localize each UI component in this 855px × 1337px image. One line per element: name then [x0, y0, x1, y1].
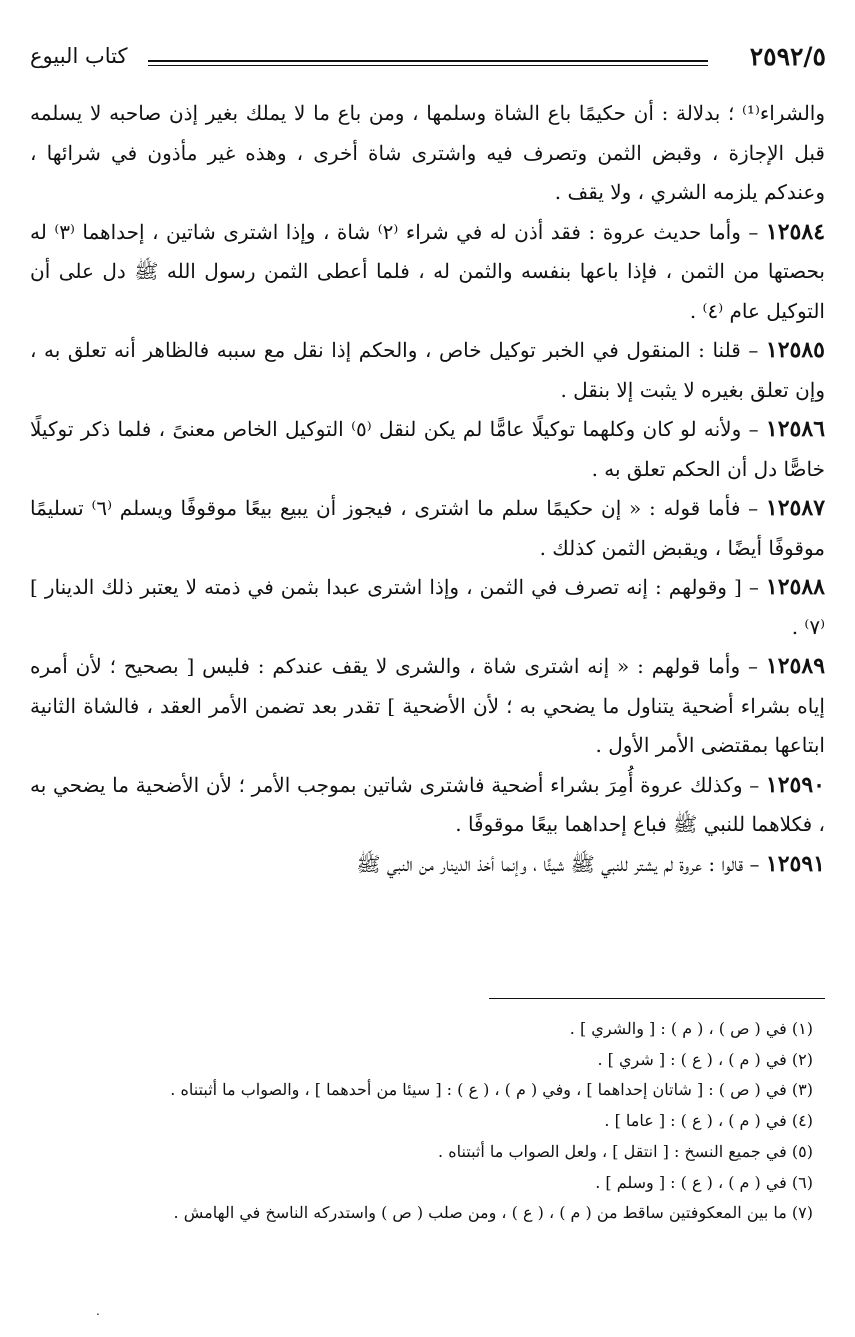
paragraph-number: ١٢٥٨٧: [765, 495, 826, 521]
main-text: [30, 94, 825, 884]
footnotes: [30, 1014, 813, 1229]
paragraph-number: ١٢٥٨٨: [765, 574, 825, 600]
paragraph-number: ١٢٥٨٥: [765, 337, 825, 363]
paragraph-text: – وأما قولهم : « إنه اشترى شاة ، والشرى لا يقف عندكم : فليس [ بصحيح ؛ لأن أمره إياه بشراء أضحية يتناول ما يضحي به ؛ لأن الأضحية ] تقدر بعد تضمن الأمر العقد ، فالشاة الثانية ابتاعها بمقتضى الأمر الأول .: [30, 654, 825, 757]
header-rule-thin: [148, 65, 708, 66]
paragraph: [30, 845, 825, 885]
paragraph: [30, 331, 825, 410]
paragraph-text: – ولأنه لو كان وكلهما توكيلًا عامًّا لم يكن لنقل ⁽٥⁾ التوكيل الخاص معنىً ، فلما ذكر توكيلًا خاصًّا دل أن الحكم تعلق به .: [30, 417, 825, 481]
paragraph-number: ١٢٥٩٠: [765, 771, 825, 798]
footnote: (٥) في جميع النسخ : [ انتقل ] ، ولعل الصواب ما أثبتناه .: [438, 1141, 813, 1161]
bottom-mark: .: [96, 1304, 100, 1318]
footnote: (١) في ( ص ) ، ( م ) : [ والشري ] .: [569, 1019, 813, 1038]
paragraph: [30, 94, 825, 213]
book-title: كتاب البيوع: [30, 44, 128, 68]
paragraph: [30, 410, 825, 489]
paragraph-text: – وكذلك عروة أُمِرَ بشراء أضحية فاشترى شاتين بموجب الأمر ؛ لأن الأضحية ما يضحي به ، فكلاهما للنبي ﷺ فباع إحداهما بيعًا موقوفًا .: [30, 772, 825, 836]
footnote: (٤) في ( م ) ، ( ع ) : [ عاما ] .: [604, 1111, 813, 1131]
header-rule: [148, 60, 708, 62]
page-header: [30, 40, 826, 84]
paragraph: [30, 647, 825, 766]
paragraph-text: – قالوا : عروة لم يشتر للنبي ﷺ شيئًا ، وإنما أخذ الدينار من النبي ﷺ: [356, 851, 760, 876]
paragraph-number: ١٢٥٨٦: [765, 416, 826, 442]
paragraph-number: ١٢٥٩١: [765, 850, 825, 877]
paragraph-text: – قلنا : المنقول في الخبر توكيل خاص ، والحكم إذا نقل مع سببه فالظاهر أنه تعلق به ، وإن تعلق بغيره لا يثبت إلا بنقل .: [30, 338, 825, 402]
paragraph-text: – فأما قوله : « إن حكيمًا سلم ما اشترى ، فيجوز أن يبيع بيعًا موقوفًا ويسلم ⁽٦⁾ تسليمًا موقوفًا أيضًا ، ويقبض الثمن كذلك .: [30, 496, 825, 560]
footnote: (٧) ما بين المعكوفتين ساقط من ( م ) ، ( ع ) ، ومن صلب ( ص ) واستدركه الناسخ في الهامش .: [173, 1203, 813, 1223]
paragraph-text: والشراء⁽¹⁾ ؛ بدلالة : أن حكيمًا باع الشاة وسلمها ، ومن باع ما لا يملك بغير إذن صاحبه لا يسلمه قبل الإجازة ، وقبض الثمن وتصرف فيه واشترى شاة أخرى ، وهذه غير مأذون في شرائها ، وعندكم يلزمه الشري ، ولا يقف .: [30, 101, 825, 204]
footnote-divider: [489, 998, 825, 999]
paragraph: [30, 213, 825, 332]
paragraph: [30, 568, 825, 647]
paragraph: [30, 489, 825, 568]
paragraph-number: ١٢٥٨٩: [765, 653, 826, 679]
paragraph-text: – [ وقولهم : إنه تصرف في الثمن ، وإذا اشترى عبدا بثمن في ذمته لا يعتبر ذلك الدينار ] ⁽٧⁾ .: [30, 575, 825, 639]
page-number: ٢٥٩٢/٥: [749, 42, 826, 71]
footnote: (٢) في ( م ) ، ( ع ) : [ شري ] .: [597, 1049, 813, 1069]
paragraph-text: – وأما حديث عروة : فقد أذن له في شراء ⁽٢⁾ شاة ، وإذا اشترى شاتين ، إحداهما ⁽٣⁾ له بحصتها من الثمن ، فإذا باعها بنفسه والثمن له ، فلما أعطى الثمن رسول الله ﷺ دل على أن التوكيل عام ⁽٤⁾ .: [30, 219, 825, 323]
footnote: (٣) في ( ص ) : [ شاتان إحداهما ] ، وفي ( م ) ، ( ع ) : [ سيئا من أحدهما ] ، والصواب ما أثبتناه .: [170, 1080, 813, 1100]
footnote: (٦) في ( م ) ، ( ع ) : [ وسلم ] .: [595, 1172, 813, 1192]
paragraph: [30, 766, 825, 845]
paragraph-number: ١٢٥٨٤: [765, 218, 826, 245]
